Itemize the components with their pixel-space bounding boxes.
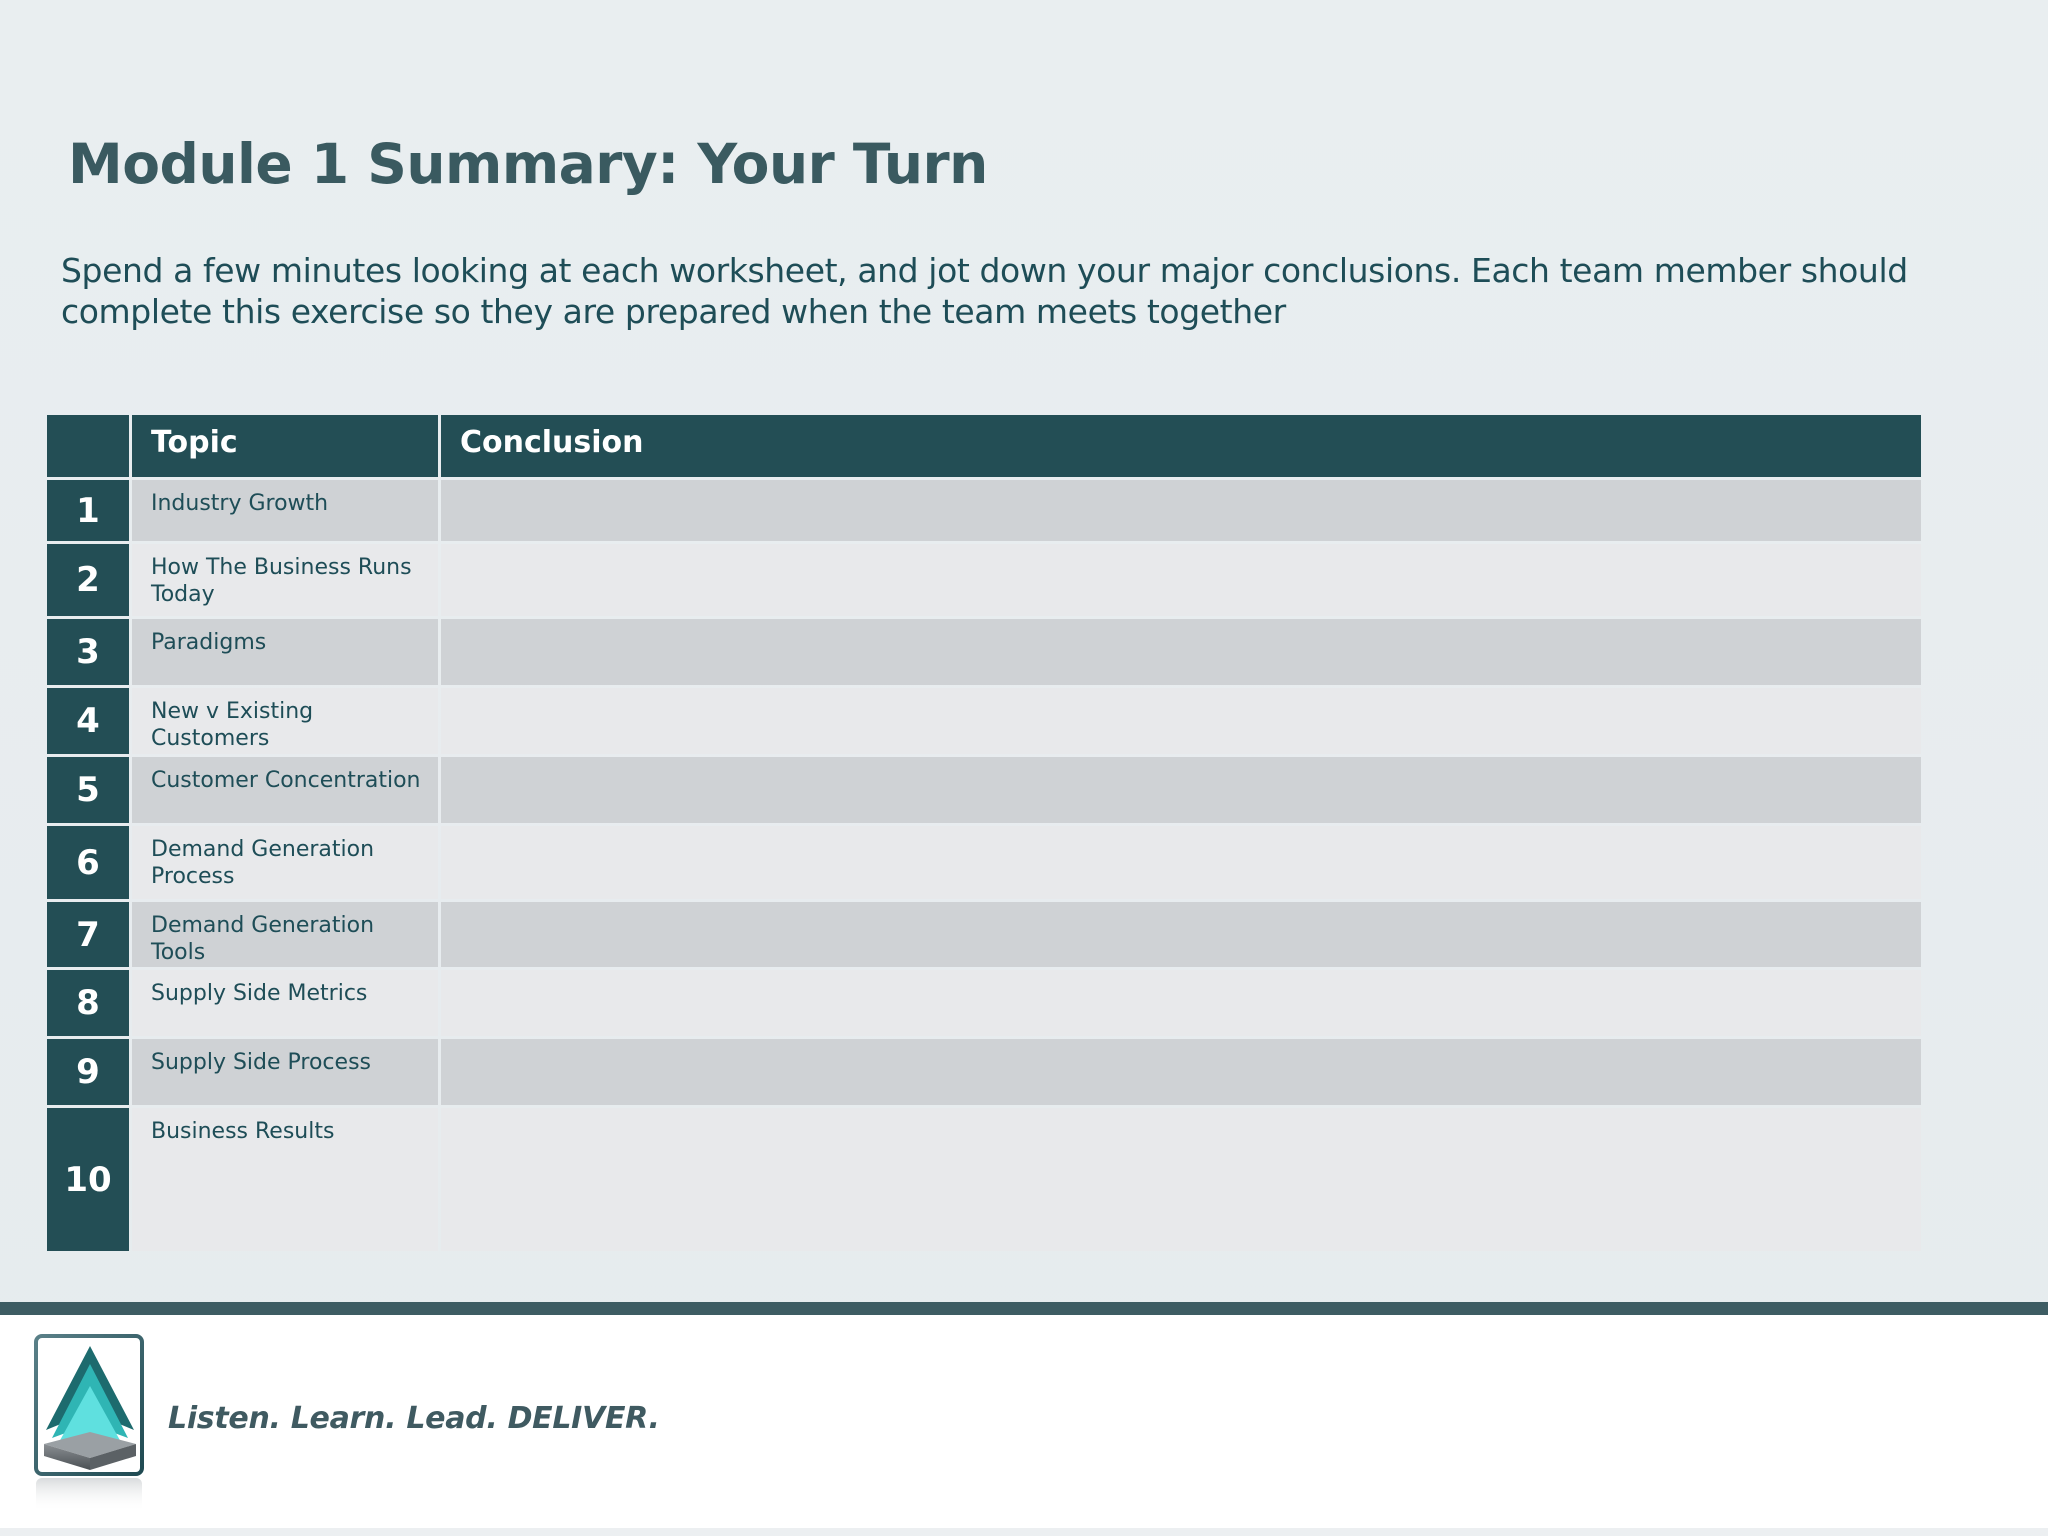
slide-title: Module 1 Summary: Your Turn [68, 132, 988, 196]
table-row [47, 544, 1921, 616]
row-topic: Demand Generation Process [132, 826, 438, 899]
pyramid-logo-icon [34, 1334, 146, 1514]
row-conclusion[interactable] [441, 544, 1921, 616]
table-row [47, 970, 1921, 1036]
row-number: 3 [47, 619, 129, 685]
row-conclusion[interactable] [441, 688, 1921, 754]
summary-table [44, 412, 1924, 1254]
row-topic: Paradigms [132, 619, 438, 685]
footer-bottom-strip [0, 1528, 2048, 1536]
topic-column-header: Topic [132, 415, 438, 477]
conclusion-column-header: Conclusion [441, 415, 1921, 477]
table-row [47, 1108, 1921, 1251]
row-number: 5 [47, 757, 129, 823]
row-conclusion[interactable] [441, 619, 1921, 685]
table-row [47, 688, 1921, 754]
row-number: 7 [47, 902, 129, 967]
footer-divider [0, 1302, 2048, 1315]
row-topic: Supply Side Process [132, 1039, 438, 1105]
table-row [47, 1039, 1921, 1105]
row-topic: Business Results [132, 1108, 438, 1251]
row-number: 9 [47, 1039, 129, 1105]
number-column-header [47, 415, 129, 477]
table-row [47, 619, 1921, 685]
row-topic: Industry Growth [132, 480, 438, 541]
slide-subtitle: Spend a few minutes looking at each worksheet, and jot down your major conclusions. Each team member should complete this exercise so they are prepared when the team meets together [61, 251, 1908, 331]
row-topic: New v Existing Customers [132, 688, 438, 754]
table-row [47, 902, 1921, 967]
row-topic: Supply Side Metrics [132, 970, 438, 1036]
row-conclusion[interactable] [441, 902, 1921, 967]
row-topic: Demand Generation Tools [132, 902, 438, 967]
row-topic: Customer Concentration [132, 757, 438, 823]
row-conclusion[interactable] [441, 1108, 1921, 1251]
row-number: 10 [47, 1108, 129, 1251]
row-number: 6 [47, 826, 129, 899]
row-number: 2 [47, 544, 129, 616]
row-conclusion[interactable] [441, 826, 1921, 899]
row-conclusion[interactable] [441, 970, 1921, 1036]
row-conclusion[interactable] [441, 757, 1921, 823]
table-header-row [47, 415, 1921, 477]
row-conclusion[interactable] [441, 480, 1921, 541]
row-number: 1 [47, 480, 129, 541]
row-topic: How The Business Runs Today [132, 544, 438, 616]
table-row [47, 826, 1921, 899]
row-number: 4 [47, 688, 129, 754]
footer-tagline: Listen. Learn. Lead. DELIVER. [168, 1401, 660, 1436]
table-row [47, 480, 1921, 541]
row-conclusion[interactable] [441, 1039, 1921, 1105]
row-number: 8 [47, 970, 129, 1036]
table-row [47, 757, 1921, 823]
